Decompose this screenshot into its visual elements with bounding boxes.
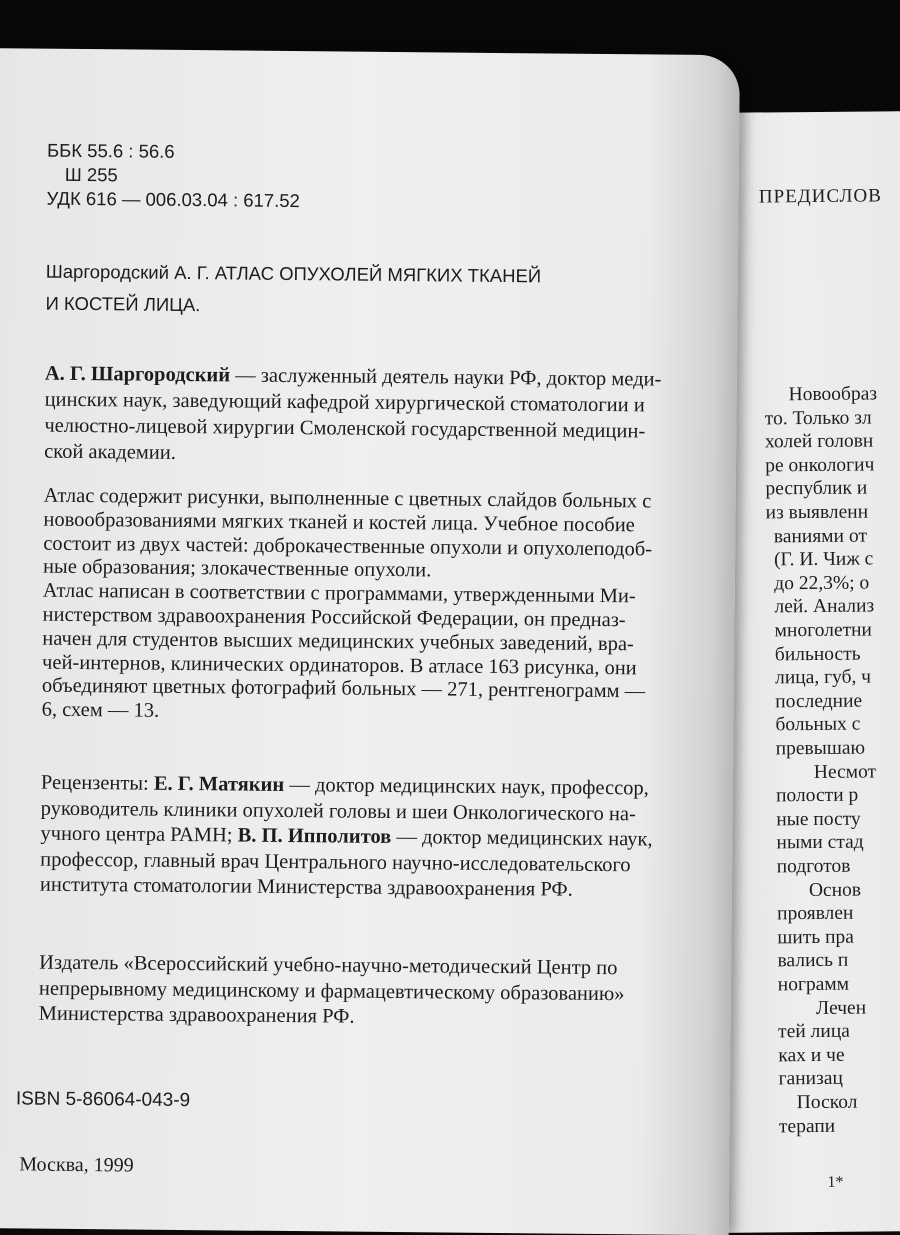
author-bio (44, 361, 662, 471)
right-page-line-17: Несмот (813, 761, 877, 783)
right-page-line-5: республик и (765, 477, 868, 500)
right-page-line-27: Лечен (815, 997, 867, 1019)
reviewer-1-name: Е. Г. Матякин (153, 772, 285, 796)
book-heading (45, 256, 541, 325)
udk-code: УДК 616 — 006.03.04 : 617.52 (46, 187, 300, 212)
publisher-line-1: Издатель «Всероссийский учебно-научно-методический Центр по (39, 951, 618, 980)
reviewer-1-desc: — доктор медицинских наук, профессор, (284, 773, 649, 800)
right-page-line-14: последние (775, 690, 863, 713)
heading-line-1: Шаргородский А. Г. АТЛАС ОПУХОЛЕЙ МЯГКИХ ТКАНЕЙ (45, 260, 542, 287)
right-page-line-15: больных с (775, 713, 861, 736)
reviewers (40, 771, 653, 904)
right-page-line-23: проявлен (777, 902, 854, 925)
description-line-8: чей-интернов, клинических ординаторов. В атласе 163 рисунка, они (42, 651, 637, 679)
atlas-description (42, 485, 653, 729)
right-page-line-10: лей. Анализ (774, 595, 875, 618)
right-page-line-20: ными стад (776, 831, 864, 854)
publisher-line-3: Министерства здравоохранения РФ. (38, 1002, 355, 1028)
right-page-line-29: ках и че (778, 1044, 845, 1067)
description-line-10: 6, схем — 13. (41, 698, 160, 722)
right-page-line-12: бильность (774, 643, 861, 665)
right-page-line-25: вались п (777, 950, 849, 972)
right-page-line-28: тей лица (778, 1020, 850, 1043)
right-page-line-9: до 22,3%; о (774, 572, 870, 595)
bio-line-3: челюстно-лицевой хирургии Смоленской государственной медицин- (44, 414, 646, 443)
right-page-line-4: ре онкологич (765, 454, 875, 477)
right-page-line-11: многолетни (774, 619, 873, 642)
right-page-line-22: Основ (808, 879, 862, 901)
description-line-6: нистерством здравоохранения Российской Федерации, он предназ- (42, 603, 626, 632)
description-line-2: новообразованиями мягких тканей и костей лица. Учебное пособие (43, 508, 635, 537)
right-page-line-32: терапи (778, 1115, 836, 1137)
bio-line-4: ской академии. (44, 440, 177, 464)
description-line-1: Атлас содержит рисунки, выполненные с цветных слайдов больных с (43, 484, 652, 513)
right-page-title: ПРЕДИСЛОВ (758, 185, 883, 208)
right-page-line-24: шить пра (777, 926, 854, 949)
right-page-number: 1* (827, 1173, 844, 1191)
right-page-line-30: ганизац (778, 1068, 843, 1090)
right-page-line-18: полости р (775, 784, 859, 807)
reviewers-line-2: руководитель клиники опухолей головы и шеи Онкологического на- (40, 797, 636, 825)
reviewers-line-5: института стоматологии Министерства здравоохранения РФ. (39, 873, 573, 901)
right-page-line-2: то. Только зл (764, 407, 872, 430)
reviewer-2-name: В. П. Ипполитов (237, 824, 392, 848)
imprint: Москва, 1999 (19, 1153, 134, 1177)
right-page-line-16: превышаю (775, 737, 866, 760)
bio-line-2: цинских наук, заведующий кафедрой хирургической стоматологии и (44, 388, 645, 417)
description-line-4: ные образования; злокачественные опухоли. (42, 556, 432, 582)
bio-line-1: — заслуженный деятель науки РФ, доктор меди- (229, 364, 662, 391)
isbn: ISBN 5-86064-043-9 (15, 1088, 191, 1112)
right-page-line-7: ваниями от (773, 525, 868, 547)
right-page-line-31: Поскол (796, 1091, 858, 1114)
reviewer-2-desc: — доктор медицинских наук, (391, 825, 653, 851)
right-page-line-13: лица, губ, ч (774, 666, 872, 689)
right-page-line-26: нограмм (777, 973, 850, 996)
left-page (0, 48, 740, 1235)
reviewers-line-4: профессор, главный врач Центрального научно-исследовательского (40, 848, 631, 876)
right-page-line-19: ные посту (776, 808, 861, 831)
reviewers-label: Рецензенты: (40, 771, 155, 795)
description-line-7: начен для студентов высших медицинских учебных заведений, вра- (42, 627, 634, 656)
author-mark: Ш 255 (64, 163, 118, 186)
publisher (39, 951, 625, 1033)
bbk-code: ББК 55.6 : 56.6 (46, 139, 175, 162)
right-page-line-1: Новообраз (788, 383, 878, 406)
publisher-line-2: непрерывному медицинскому и фармацевтическому образованию» (38, 977, 625, 1005)
description-line-9: объединяют цветных фотографий больных — 271, рентгенограмм — (41, 674, 646, 703)
heading-line-2: И КОСТЕЙ ЛИЦА. (45, 292, 201, 316)
right-page-line-6: из выявленн (765, 501, 869, 524)
right-page-line-8: (Г. И. Чиж с (773, 548, 874, 571)
right-page-line-21: подготов (776, 855, 851, 878)
reviewers-line-3-start: учного центра РАМН; (40, 822, 238, 847)
right-page-line-3: холей головн (764, 430, 874, 453)
author-name: А. Г. Шаргородский (44, 362, 231, 387)
description-line-5: Атлас написан в соответствии с программами, утвержденными Ми- (42, 579, 636, 608)
bibliographic-block (46, 139, 300, 213)
description-line-3: состоит из двух частей: доброкачественные опухоли и опухолеподоб- (43, 532, 653, 561)
